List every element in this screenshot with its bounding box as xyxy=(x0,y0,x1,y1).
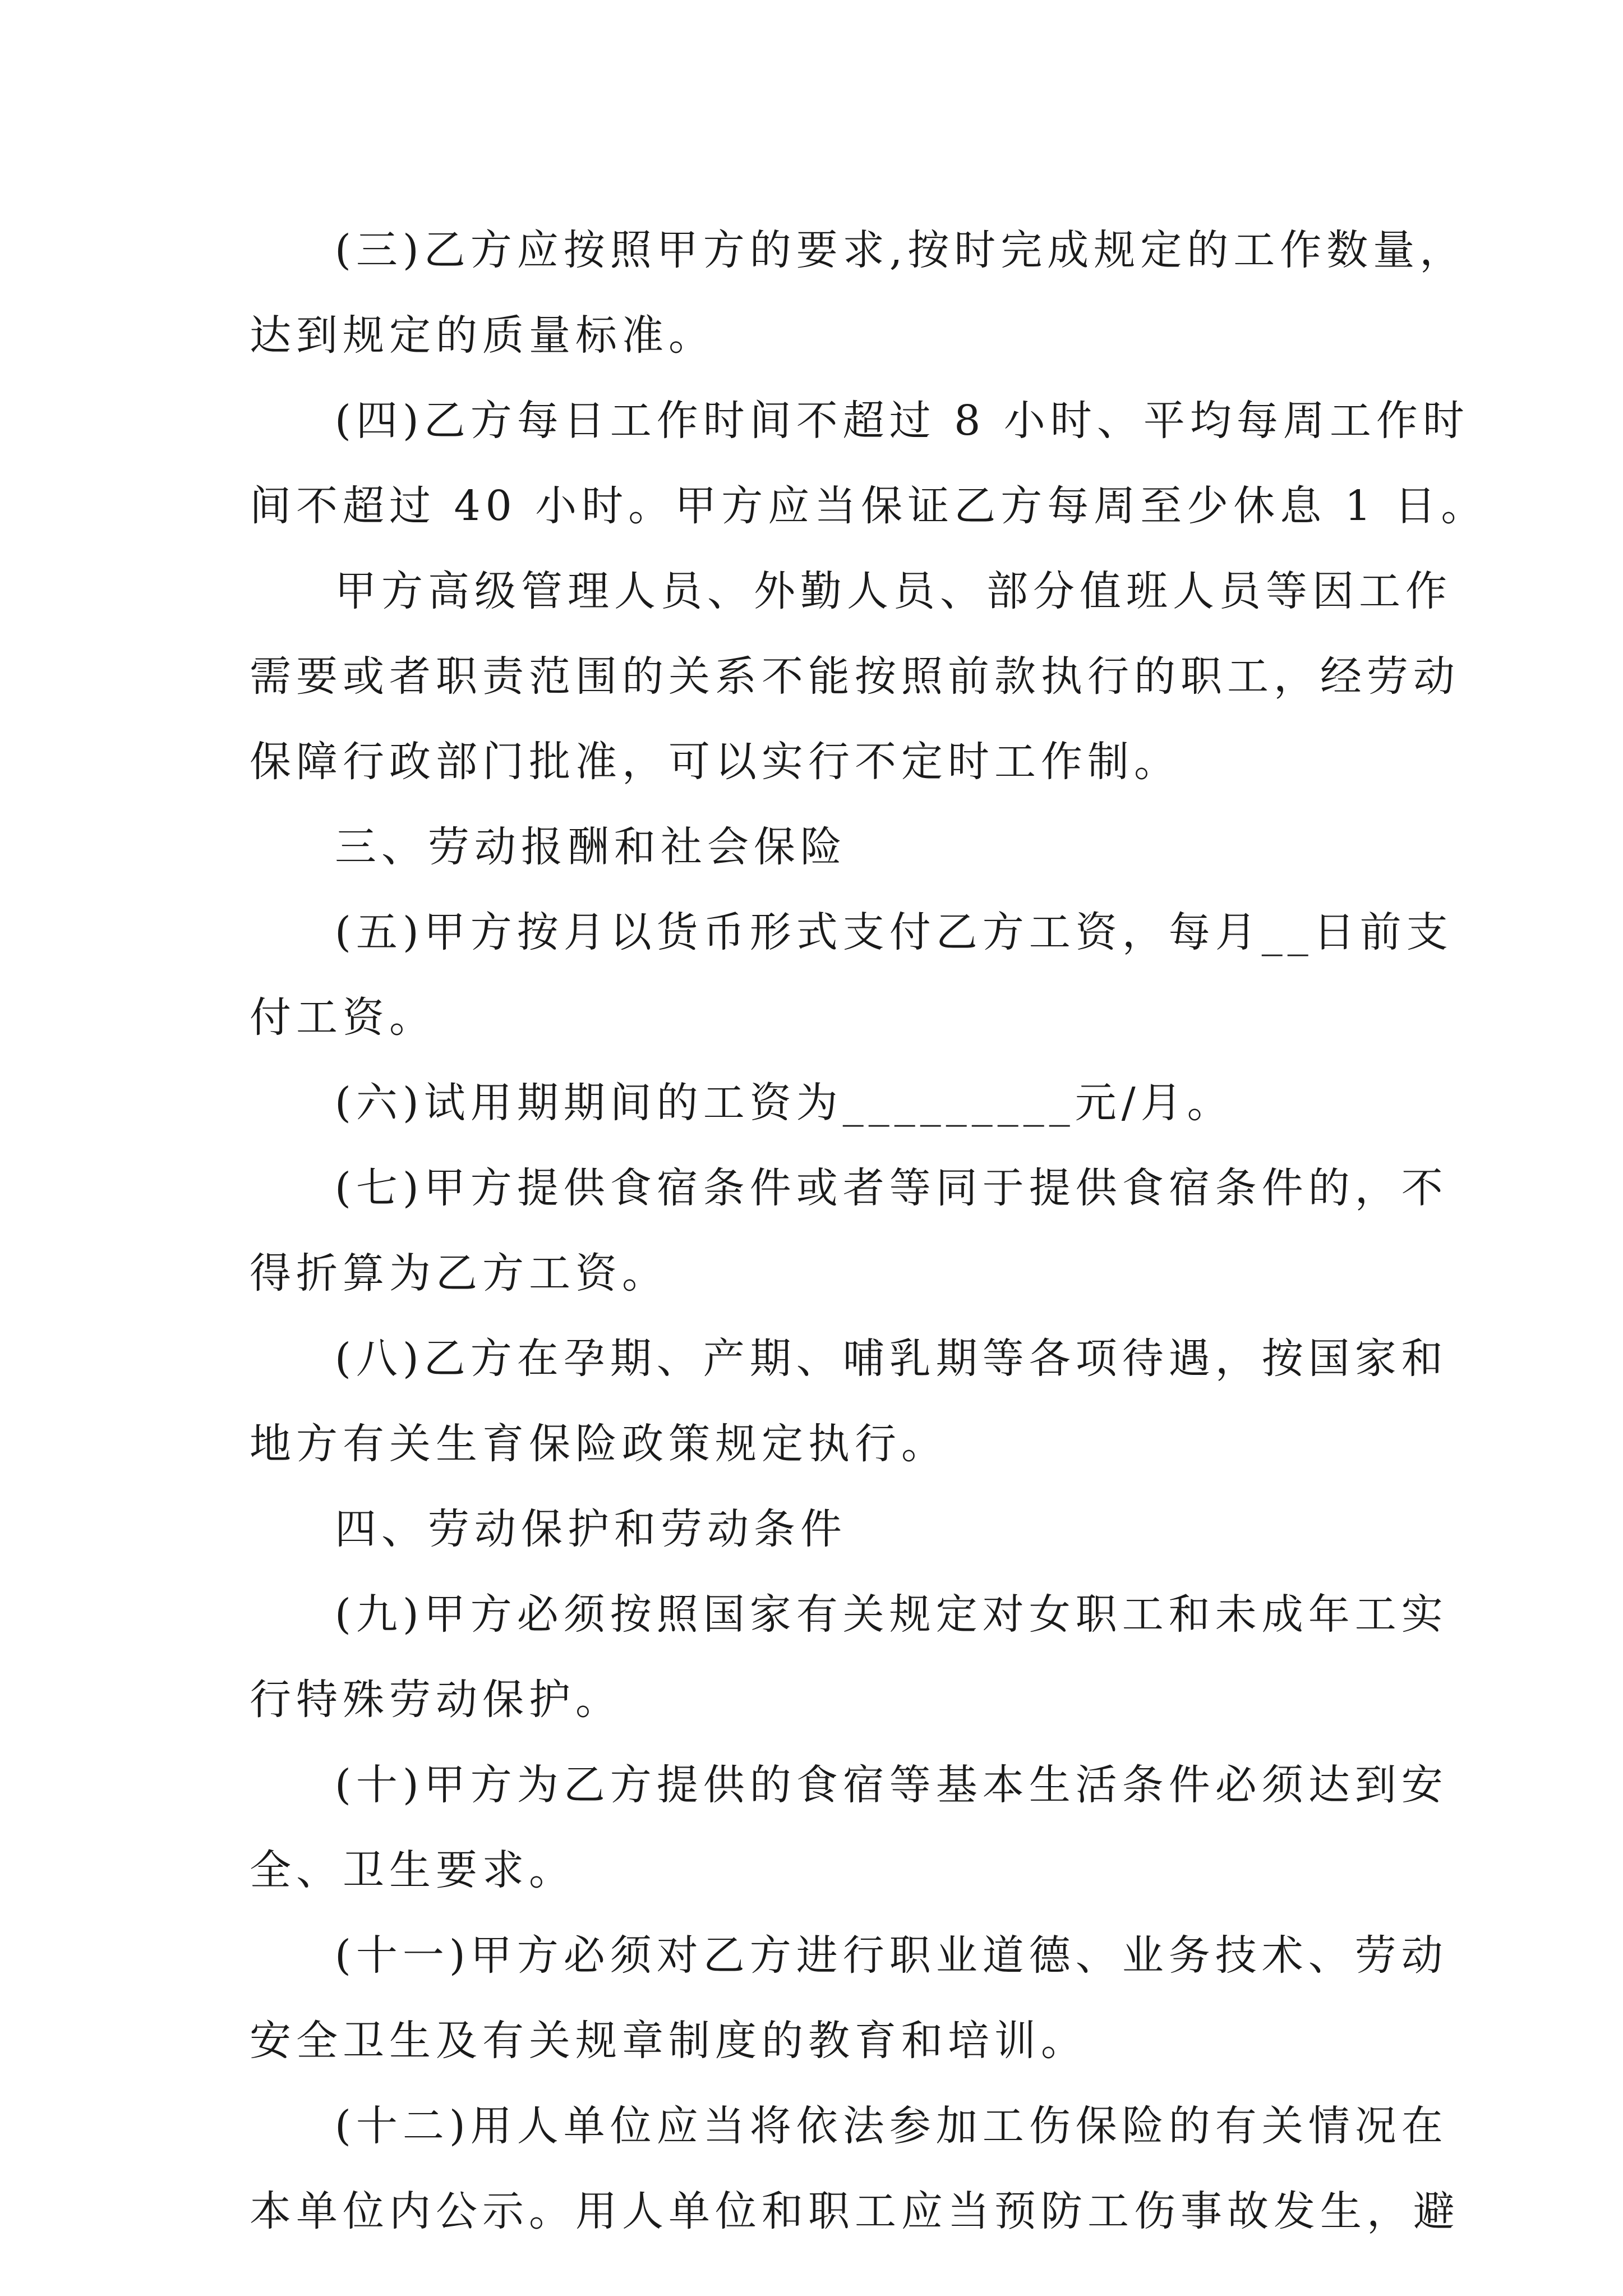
paragraph-line: (九)甲方必须按照国家有关规定对女职工和未成年工实 xyxy=(335,1590,1448,1639)
paragraph-9 xyxy=(250,1572,1448,1742)
section-heading: 四、劳动保护和劳动条件 xyxy=(335,1505,847,1553)
paragraph-line: 地方有关生育保险政策规定执行。 xyxy=(250,1420,948,1468)
paragraph-line: (六)试用期期间的工资为_________元/月。 xyxy=(335,1079,1234,1127)
paragraph-line: 付工资。 xyxy=(250,993,436,1042)
paragraph-line: 全、卫生要求。 xyxy=(250,1846,575,1894)
paragraph-7 xyxy=(250,1145,1448,1316)
paragraph-line: 本单位内公示。用人单位和职工应当预防工伤事故发生，避 xyxy=(250,2187,1460,2235)
section-heading: 三、劳动报酬和社会保险 xyxy=(335,823,847,871)
paragraph-line: (三)乙方应按照甲方的要求,按时完成规定的工作数量， xyxy=(335,226,1467,274)
paragraph-line: (四)乙方每日工作时间不超过 8 小时、平均每周工作时 xyxy=(335,397,1469,445)
paragraph-line: 需要或者职责范围的关系不能按照前款执行的职工，经劳动 xyxy=(250,652,1460,701)
paragraph-line: (十二)用人单位应当将依法参加工伤保险的有关情况在 xyxy=(335,2102,1448,2150)
paragraph-line: 达到规定的质量标准。 xyxy=(250,311,715,360)
paragraph-10 xyxy=(250,1742,1448,1913)
paragraph-line: 保障行政部门批准，可以实行不定时工作制。 xyxy=(250,738,1181,786)
document-body xyxy=(250,208,1488,2254)
paragraph-6 xyxy=(250,1060,1394,1145)
paragraph-line: (七)甲方提供食宿条件或者等同于提供食宿条件的，不 xyxy=(335,1164,1448,1212)
paragraph-line: (十)甲方为乙方提供的食宿等基本生活条件必须达到安 xyxy=(335,1761,1448,1809)
paragraph-line: 甲方高级管理人员、外勤人员、部分值班人员等因工作 xyxy=(335,567,1452,615)
paragraph-line: (八)乙方在孕期、产期、哺乳期等各项待遇，按国家和 xyxy=(335,1335,1448,1383)
paragraph-12 xyxy=(250,2083,1460,2254)
paragraph-line: (十一)甲方必须对乙方进行职业道德、业务技术、劳动 xyxy=(335,1931,1448,1980)
paragraph-5 xyxy=(250,890,1453,1060)
paragraph-line: 得折算为乙方工资。 xyxy=(250,1249,668,1297)
paragraph-line: (五)甲方按月以货币形式支付乙方工资，每月__日前支 xyxy=(335,908,1453,956)
paragraph-4-supplement xyxy=(250,549,1460,804)
paragraph-line: 间不超过 40 小时。甲方应当保证乙方每周至少休息 1 日。 xyxy=(250,482,1488,530)
paragraph-line: 行特殊劳动保护。 xyxy=(250,1676,622,1724)
paragraph-11 xyxy=(250,1913,1448,2083)
paragraph-4 xyxy=(250,378,1488,549)
paragraph-line: 安全卫生及有关规章制度的教育和培训。 xyxy=(250,2017,1087,2065)
paragraph-3 xyxy=(250,208,1467,378)
paragraph-8 xyxy=(250,1316,1448,1487)
section-heading-3 xyxy=(250,804,1394,890)
section-heading-4 xyxy=(250,1487,1394,1572)
